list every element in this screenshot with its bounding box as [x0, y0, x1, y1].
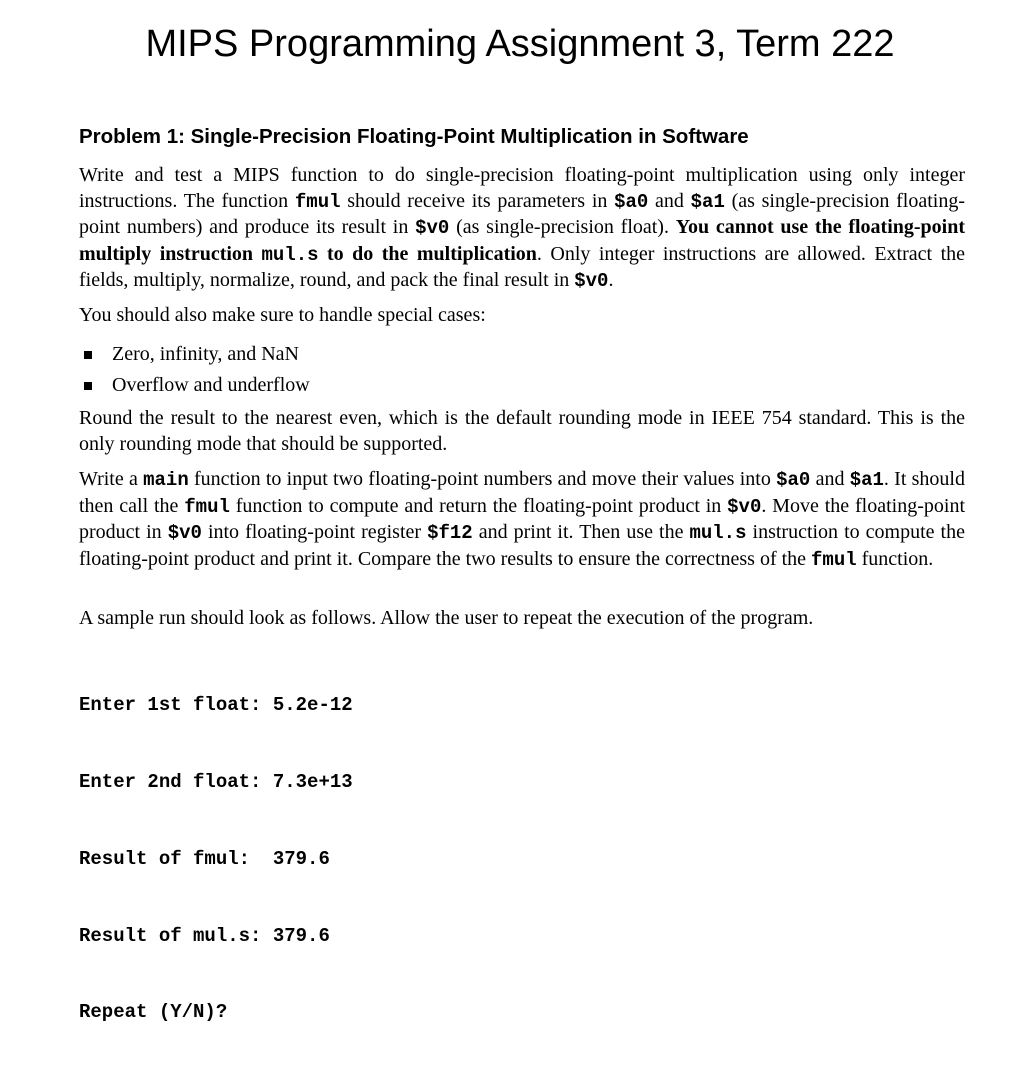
code-a1: $a1 — [849, 469, 884, 491]
text: and print it. Then use the — [472, 521, 690, 543]
sample-run-output — [79, 642, 353, 1077]
text: function to compute and return the floating-point product in — [229, 494, 728, 517]
paragraph-text: A sample run should look as follows. Allow the user to repeat the execution of the program. — [79, 607, 814, 629]
special-cases-intro — [79, 303, 965, 329]
square-bullet-icon — [84, 351, 92, 359]
text: function. — [856, 547, 934, 570]
sample-line: Repeat (Y/N)? — [79, 1001, 228, 1024]
code-v0: $v0 — [167, 522, 202, 544]
code-v0: $v0 — [415, 217, 450, 239]
text: . It should then call the — [79, 468, 965, 517]
text: (as single-precision floating-point numbers) and produce its result in — [79, 189, 965, 238]
text: function to input two floating-point numbers and move their values into — [188, 468, 777, 490]
code-a0: $a0 — [614, 190, 649, 213]
page-title: MIPS Programming Assignment 3, Term 222 — [145, 23, 895, 65]
sample-run-intro — [79, 606, 965, 632]
text: . Move the floating-point product in — [79, 494, 965, 543]
text: Write a — [79, 468, 144, 490]
paragraph-text: You should also make sure to handle special cases: — [79, 304, 486, 326]
code-fmul: fmul — [184, 495, 230, 518]
code-f12: $f12 — [427, 522, 473, 544]
code-v0: $v0 — [574, 270, 609, 292]
text: should receive its parameters in — [340, 189, 615, 212]
code-a1: $a1 — [690, 190, 725, 213]
sample-line: Result of fmul: 379.6 — [79, 847, 330, 870]
text: into floating-point register — [201, 521, 428, 543]
text: and — [810, 468, 850, 490]
code-a0: $a0 — [776, 469, 811, 491]
paragraph-text: Round the result to the nearest even, which is the default rounding mode in IEEE 754 standard. This is the only rounding mode that should be supported. — [79, 407, 965, 455]
bold-restriction-end: to do the multiplication — [318, 242, 537, 265]
list-item-text: Overflow and underflow — [112, 374, 310, 396]
problem-heading: Problem 1: Single-Precision Floating-Point Multiplication in Software — [79, 125, 749, 148]
sample-line: Enter 1st float: 5.2e-12 — [79, 694, 353, 717]
text: (as single-precision float). — [449, 216, 676, 238]
text: Write and test a MIPS function to do single-precision floating-point multiplication using only integer instructions. The function — [79, 164, 965, 212]
code-mul-s: mul.s — [261, 243, 319, 266]
sample-line: Enter 2nd float: 7.3e+13 — [79, 770, 353, 793]
text: . Only integer instructions are allowed. Extract the fields, multiply, normalize, round, and pack the final result in — [79, 242, 965, 291]
sample-line: Result of mul.s: 379.6 — [79, 924, 330, 947]
text: and — [648, 189, 691, 212]
text: . — [608, 269, 614, 291]
square-bullet-icon — [84, 382, 92, 390]
code-v0: $v0 — [727, 495, 762, 518]
list-item — [79, 370, 310, 401]
rounding-paragraph — [79, 406, 965, 457]
special-cases-list — [79, 339, 310, 401]
text: instruction to compute the floating-point product and print it. Compare the two results to ensure the correctness of the — [79, 521, 965, 570]
list-item — [79, 339, 310, 370]
list-item-text: Zero, infinity, and NaN — [112, 343, 299, 365]
code-mul-s: mul.s — [689, 522, 747, 544]
problem-description-paragraph — [79, 163, 965, 295]
code-fmul: fmul — [294, 190, 341, 213]
main-function-paragraph — [79, 467, 965, 573]
code-main: main — [143, 469, 189, 491]
bold-restriction: You cannot use the floating-point multiply instruction — [79, 216, 966, 265]
code-fmul: fmul — [811, 548, 857, 571]
